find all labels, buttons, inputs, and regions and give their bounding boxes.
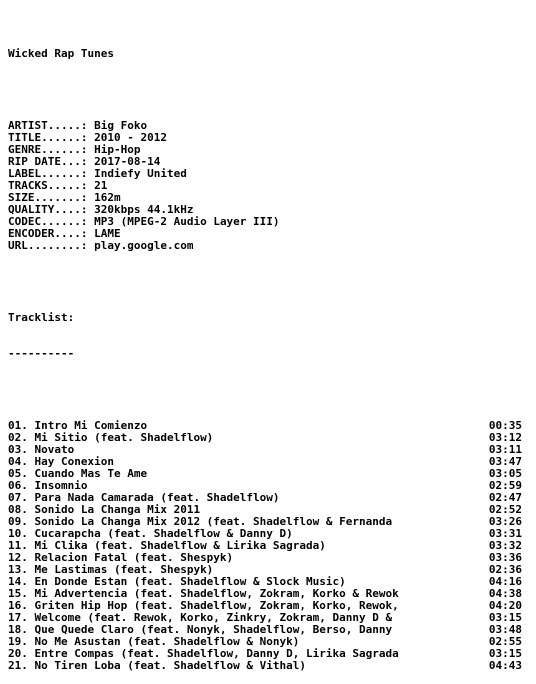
- track-name: [8, 660, 478, 672]
- info-separator: :: [80, 192, 95, 204]
- track-row: [8, 552, 530, 564]
- track-title: Mi Advertencia (feat. Shadelflow, Zokram, Korko & Rewok: [34, 588, 399, 600]
- info-key: TRACKS.....: [8, 180, 81, 192]
- info-separator: :: [80, 168, 95, 180]
- track-row: [8, 516, 530, 528]
- info-value: play.google.com: [94, 240, 194, 252]
- track-duration: 02:52: [488, 504, 522, 516]
- info-line: [8, 192, 530, 204]
- track-row: [8, 588, 530, 600]
- track-number: 19.: [8, 636, 28, 648]
- track-duration: 03:32: [488, 540, 522, 552]
- info-value: 162m: [94, 192, 121, 204]
- track-name: [8, 528, 478, 540]
- info-line: [8, 132, 530, 144]
- track-row: [8, 492, 530, 504]
- track-number: 10.: [8, 528, 28, 540]
- info-value: Big Foko: [94, 120, 148, 132]
- track-title: Intro Mi Comienzo: [34, 420, 148, 432]
- track-duration: 03:48: [488, 624, 522, 636]
- info-separator: :: [80, 204, 95, 216]
- track-title: Welcome (feat. Rewok, Korko, Zinkry, Zokram, Danny D &: [34, 612, 393, 624]
- track-number: 12.: [8, 552, 28, 564]
- track-name: [8, 540, 478, 552]
- info-key: ENCODER....: [8, 228, 81, 240]
- info-key: RIP DATE...: [8, 156, 81, 168]
- track-duration: 02:59: [488, 480, 522, 492]
- track-row: [8, 504, 530, 516]
- track-row: [8, 600, 530, 612]
- track-title: Sonido La Changa Mix 2011: [34, 504, 201, 516]
- track-number: 11.: [8, 540, 28, 552]
- track-duration: 03:26: [488, 516, 522, 528]
- info-separator: :: [80, 156, 95, 168]
- info-line: [8, 156, 530, 168]
- track-duration: 03:36: [488, 552, 522, 564]
- track-row: [8, 612, 530, 624]
- info-line: [8, 168, 530, 180]
- track-title: Cucarapcha (feat. Shadelflow & Danny D): [34, 528, 293, 540]
- track-row: [8, 660, 530, 672]
- tracklist-heading: Tracklist:: [8, 312, 75, 324]
- track-row: [8, 636, 530, 648]
- info-line: [8, 180, 530, 192]
- track-row: [8, 468, 530, 480]
- track-number: 13.: [8, 564, 28, 576]
- info-value: Hip-Hop: [94, 144, 141, 156]
- track-number: 14.: [8, 576, 28, 588]
- track-name: [8, 552, 478, 564]
- spacer: [8, 384, 530, 396]
- info-block: [8, 120, 530, 252]
- info-value: 2010 - 2012: [94, 132, 167, 144]
- track-title: Mi Clika (feat. Shadelflow & Lirika Sagrada): [34, 540, 326, 552]
- info-separator: :: [80, 120, 95, 132]
- track-number: 09.: [8, 516, 28, 528]
- track-row: [8, 480, 530, 492]
- info-value: 2017-08-14: [94, 156, 161, 168]
- info-separator: :: [80, 180, 95, 192]
- info-separator: :: [80, 228, 95, 240]
- track-duration: 03:11: [488, 444, 522, 456]
- track-duration: 03:12: [488, 432, 522, 444]
- info-key: SIZE.......: [8, 192, 81, 204]
- track-name: [8, 600, 478, 612]
- track-number: 21.: [8, 660, 28, 672]
- info-value: 320kbps 44.1kHz: [94, 204, 194, 216]
- info-value: MP3 (MPEG-2 Audio Layer III): [94, 216, 280, 228]
- document-title: Wicked Rap Tunes: [8, 48, 114, 60]
- track-number: 02.: [8, 432, 28, 444]
- track-row: [8, 648, 530, 660]
- track-title: Relacion Fatal (feat. Shespyk): [34, 552, 234, 564]
- track-title: En Donde Estan (feat. Shadelflow & Slock Music): [34, 576, 346, 588]
- track-name: [8, 564, 478, 576]
- track-duration: 00:35: [488, 420, 522, 432]
- track-row: [8, 624, 530, 636]
- track-number: 17.: [8, 612, 28, 624]
- spacer: [8, 84, 530, 96]
- info-key: GENRE......: [8, 144, 81, 156]
- track-duration: 03:31: [488, 528, 522, 540]
- track-number: 16.: [8, 600, 28, 612]
- track-number: 08.: [8, 504, 28, 516]
- info-key: LABEL......: [8, 168, 81, 180]
- track-title: Cuando Mas Te Ame: [34, 468, 148, 480]
- track-title: Para Nada Camarada (feat. Shadelflow): [34, 492, 280, 504]
- track-duration: 04:16: [488, 576, 522, 588]
- track-name: [8, 636, 478, 648]
- track-name: [8, 588, 478, 600]
- info-line: [8, 120, 530, 132]
- track-number: 18.: [8, 624, 28, 636]
- track-number: 03.: [8, 444, 28, 456]
- info-line: [8, 228, 530, 240]
- track-name: [8, 504, 478, 516]
- track-duration: 04:20: [488, 600, 522, 612]
- tracklist-rule: ----------: [8, 348, 75, 360]
- track-title: No Tiren Loba (feat. Shadelflow & Vithal): [34, 660, 307, 672]
- track-title: Hay Conexion: [34, 456, 114, 468]
- info-line: [8, 240, 530, 252]
- track-name: [8, 624, 478, 636]
- info-value: 21: [94, 180, 108, 192]
- track-number: 05.: [8, 468, 28, 480]
- track-duration: 03:47: [488, 456, 522, 468]
- info-value: Indiefy United: [94, 168, 187, 180]
- track-number: 06.: [8, 480, 28, 492]
- track-title: Sonido La Changa Mix 2012 (feat. Shadelflow & Fernanda: [34, 516, 393, 528]
- track-row: [8, 576, 530, 588]
- track-title: Mi Sitio (feat. Shadelflow): [34, 432, 214, 444]
- track-row: [8, 564, 530, 576]
- track-name: [8, 468, 478, 480]
- track-duration: 02:47: [488, 492, 522, 504]
- track-duration: 03:15: [488, 648, 522, 660]
- track-name: [8, 444, 478, 456]
- track-name: [8, 576, 478, 588]
- spacer: [8, 276, 530, 288]
- track-title: Que Quede Claro (feat. Nonyk, Shadelflow, Berso, Danny: [34, 624, 393, 636]
- tracklist: [8, 420, 530, 672]
- track-title: Griten Hip Hop (feat. Shadelflow, Zokram, Korko, Rewok,: [34, 600, 399, 612]
- info-separator: :: [80, 132, 95, 144]
- track-name: [8, 480, 478, 492]
- track-row: [8, 528, 530, 540]
- track-name: [8, 492, 478, 504]
- track-row: [8, 456, 530, 468]
- track-number: 04.: [8, 456, 28, 468]
- track-row: [8, 540, 530, 552]
- info-separator: :: [80, 216, 95, 228]
- track-name: [8, 516, 478, 528]
- track-row: [8, 432, 530, 444]
- track-duration: 03:05: [488, 468, 522, 480]
- track-duration: 03:15: [488, 612, 522, 624]
- track-title: Novato: [34, 444, 75, 456]
- track-number: 01.: [8, 420, 28, 432]
- track-number: 20.: [8, 648, 28, 660]
- track-name: [8, 420, 478, 432]
- release-info-document: [8, 24, 530, 684]
- info-separator: :: [80, 144, 95, 156]
- info-line: [8, 144, 530, 156]
- track-name: [8, 612, 478, 624]
- track-title: Insomnio: [34, 480, 88, 492]
- track-duration: 04:43: [488, 660, 522, 672]
- info-value: LAME: [94, 228, 121, 240]
- info-separator: :: [80, 240, 95, 252]
- track-duration: 02:55: [488, 636, 522, 648]
- track-duration: 02:36: [488, 564, 522, 576]
- track-row: [8, 444, 530, 456]
- track-number: 15.: [8, 588, 28, 600]
- track-title: Entre Compas (feat. Shadelflow, Danny D, Lirika Sagrada: [34, 648, 399, 660]
- track-name: [8, 456, 478, 468]
- info-key: CODEC......: [8, 216, 81, 228]
- info-key: ARTIST.....: [8, 120, 81, 132]
- info-key: QUALITY....: [8, 204, 81, 216]
- track-title: No Me Asustan (feat. Shadelflow & Nonyk): [34, 636, 300, 648]
- track-number: 07.: [8, 492, 28, 504]
- track-name: [8, 648, 478, 660]
- track-name: [8, 432, 478, 444]
- info-key: URL........: [8, 240, 81, 252]
- info-line: [8, 216, 530, 228]
- track-duration: 04:38: [488, 588, 522, 600]
- info-key: TITLE......: [8, 132, 81, 144]
- track-row: [8, 420, 530, 432]
- track-title: Me Lastimas (feat. Shespyk): [34, 564, 214, 576]
- info-line: [8, 204, 530, 216]
